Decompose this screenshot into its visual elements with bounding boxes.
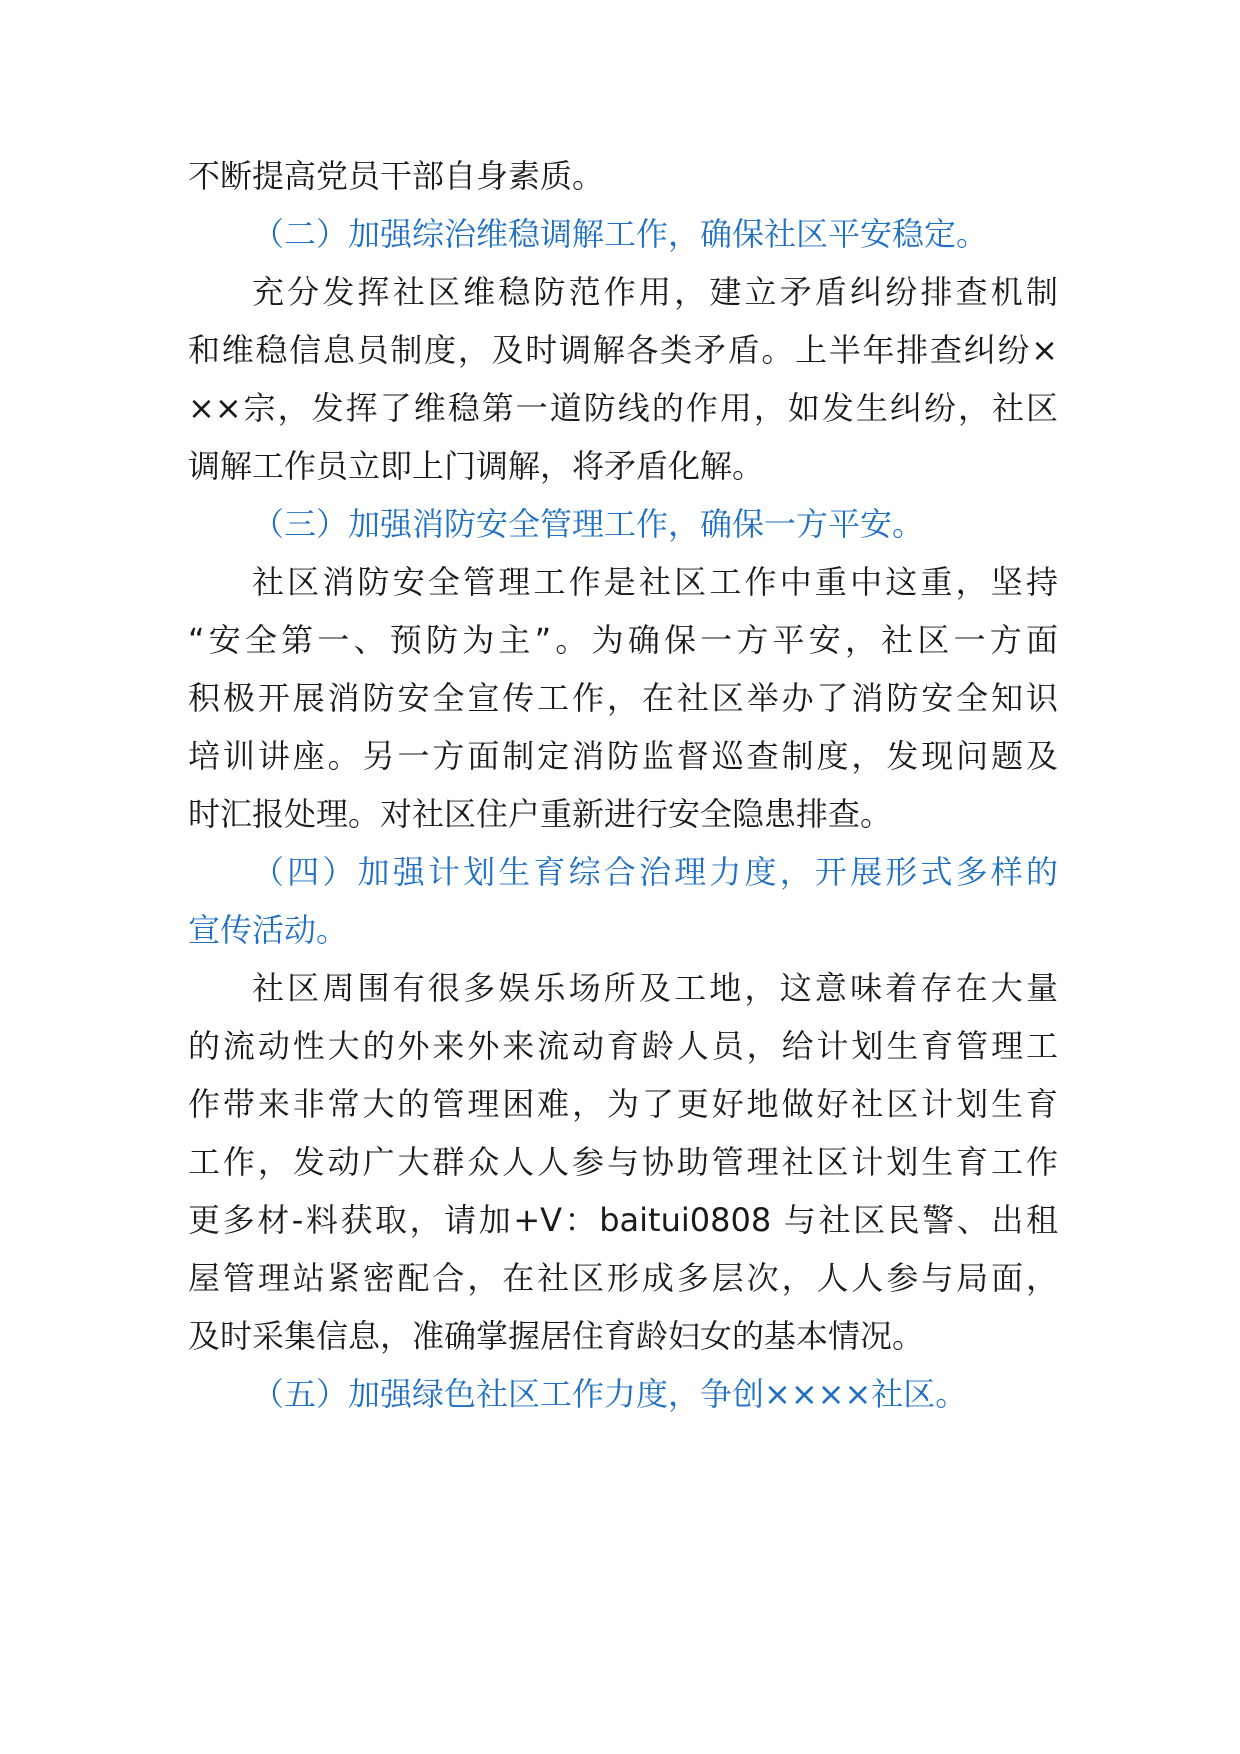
paragraph-line: 工作，发动广大群众人人参与协助管理社区计划生育工作 xyxy=(188,1143,1058,1181)
paragraph-line: 屋管理站紧密配合，在社区形成多层次，人人参与局面， xyxy=(188,1259,1058,1297)
paragraph-line: 社区周围有很多娱乐场所及工地，这意味着存在大量 xyxy=(252,969,1058,1007)
section-heading-4-continued: 宣传活动。 xyxy=(188,911,349,949)
paragraph-line: “安全第一、预防为主”。为确保一方平安，社区一方面 xyxy=(188,621,1058,659)
paragraph-line: 时汇报处理。对社区住户重新进行安全隐患排查。 xyxy=(188,795,893,833)
paragraph-line: 调解工作员立即上门调解，将矛盾化解。 xyxy=(188,447,765,485)
paragraph-line: 及时采集信息，准确掌握居住育龄妇女的基本情况。 xyxy=(188,1317,925,1355)
paragraph-line: 充分发挥社区维稳防范作用，建立矛盾纠纷排查机制 xyxy=(252,273,1058,311)
paragraph-line: 不断提高党员干部自身素质。 xyxy=(188,157,605,195)
section-heading-3: （三）加强消防安全管理工作，确保一方平安。 xyxy=(252,505,925,543)
paragraph-line: 社区消防安全管理工作是社区工作中重中这重，坚持 xyxy=(252,563,1058,601)
paragraph-line: 的流动性大的外来外来流动育龄人员，给计划生育管理工 xyxy=(188,1027,1058,1065)
paragraph-line: ××宗，发挥了维稳第一道防线的作用，如发生纠纷，社区 xyxy=(188,389,1058,427)
paragraph-line: 积极开展消防安全宣传工作，在社区举办了消防安全知识 xyxy=(188,679,1058,717)
section-heading-2: （二）加强综治维稳调解工作，确保社区平安稳定。 xyxy=(252,215,989,253)
section-heading-4: （四）加强计划生育综合治理力度，开展形式多样的 xyxy=(252,853,1058,891)
paragraph-line: 作带来非常大的管理困难，为了更好地做好社区计划生育 xyxy=(188,1085,1058,1123)
paragraph-line: 和维稳信息员制度，及时调解各类矛盾。上半年排查纠纷× xyxy=(188,331,1058,369)
paragraph-line: 更多材-料获取，请加+V：baitui0808 与社区民警、出租 xyxy=(188,1201,1058,1239)
paragraph-line: 培训讲座。另一方面制定消防监督巡查制度，发现问题及 xyxy=(188,737,1058,775)
section-heading-5: （五）加强绿色社区工作力度，争创××××社区。 xyxy=(252,1375,968,1413)
